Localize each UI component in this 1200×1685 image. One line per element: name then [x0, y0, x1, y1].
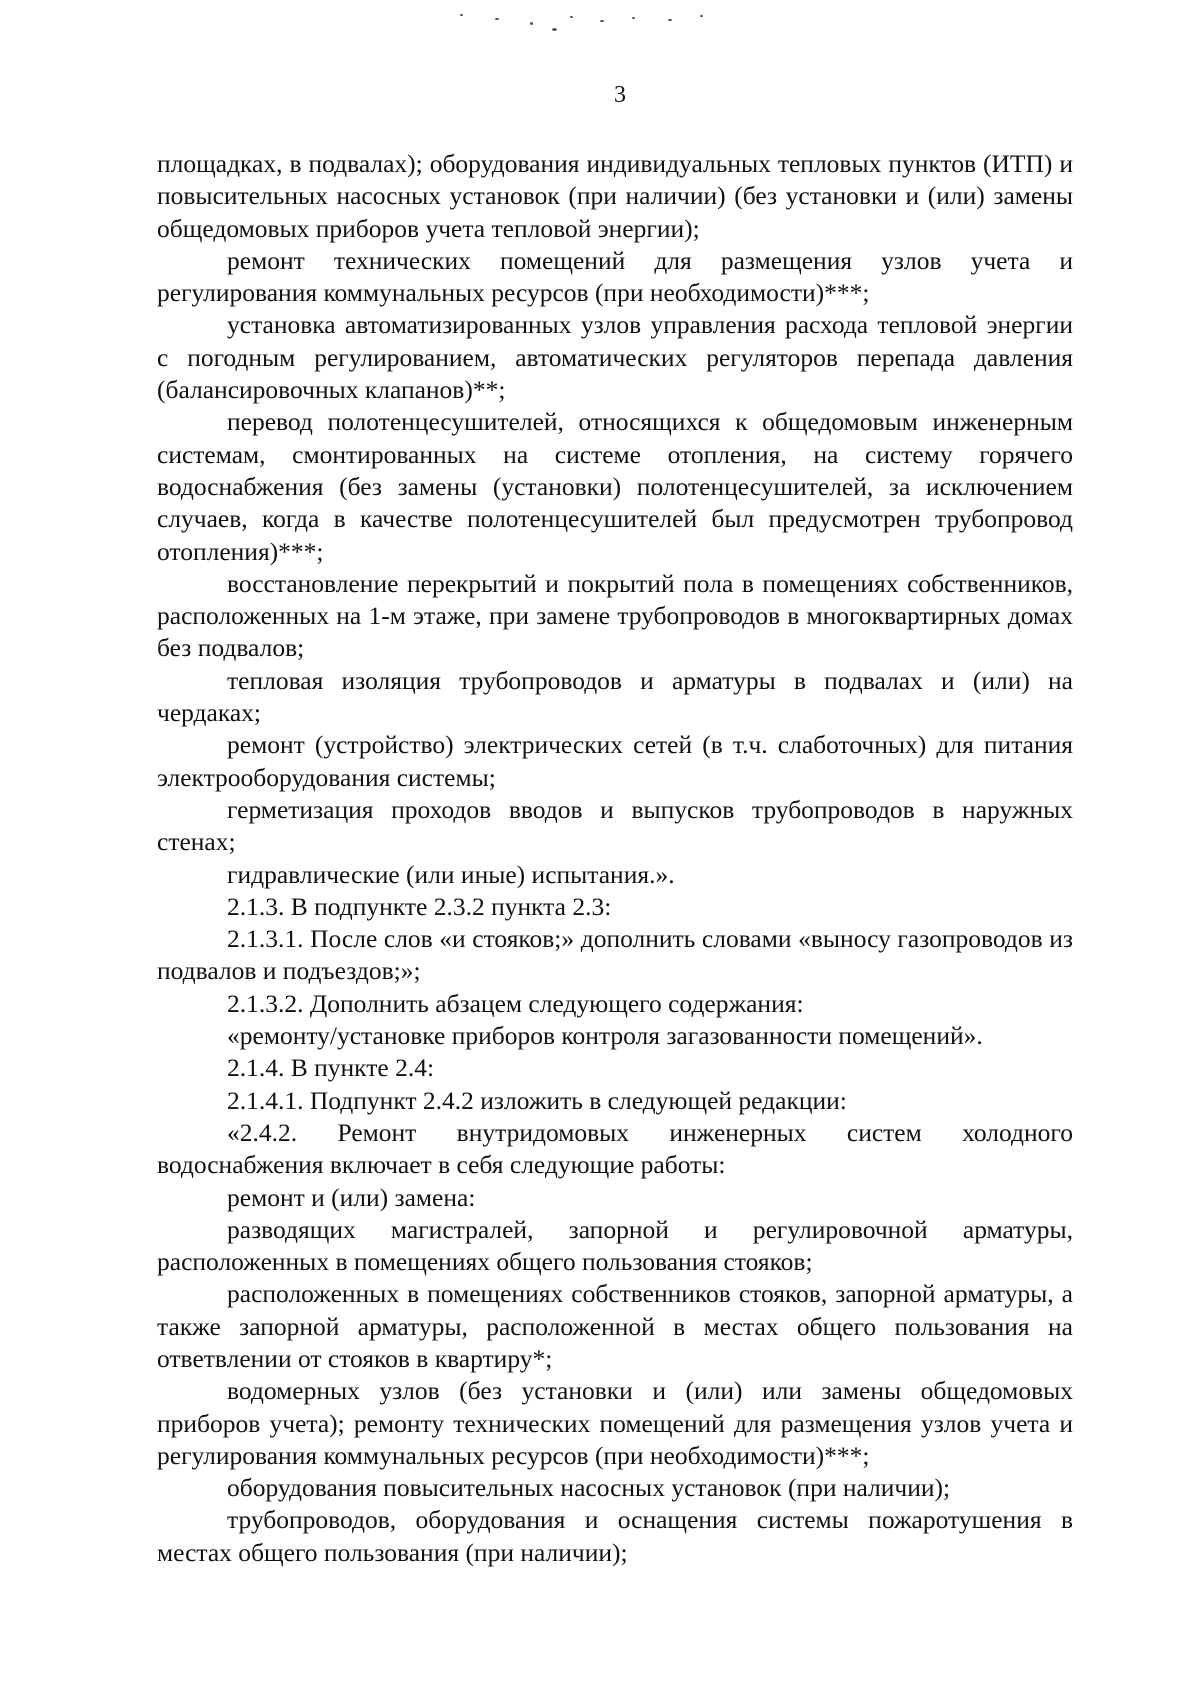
paragraph: герметизация проходов вводов и выпусков трубопроводов в наружных стенах; [157, 794, 1073, 857]
paragraph: оборудования повысительных насосных установок (при наличии); [227, 1473, 951, 1503]
paragraph: гидравлические (или иные) испытания.». [227, 859, 675, 889]
paragraph: восстановление перекрытий и покрытий пола в помещениях собственников, расположенных на 1-м этаже, при замене трубопроводов в многоквартирных домах без подвалов; [157, 568, 1073, 663]
paragraph: 2.1.3.1. После слов «и стояков;» дополнить словами «выносу газопроводов из подвалов и подъездов;»; [157, 924, 1073, 986]
paragraph: ремонт (устройство) электрических сетей (в т.ч. слаботочных) для питания электрооборудования системы; [157, 730, 1073, 792]
paragraph: тепловая изоляция трубопроводов и арматуры в подвалах и (или) на чердаках; [157, 665, 1073, 728]
paragraph: ремонт технических помещений для размещения узлов учета и регулирования коммунальных ресурсов (при необходимости)***; [157, 245, 1073, 308]
paragraph: «2.4.2. Ремонт внутридомовых инженерных систем холодного водоснабжения включает в себя следующие работы: [157, 1117, 1073, 1180]
page-number: 3 [614, 82, 626, 108]
paragraph: установка автоматизированных узлов управления расхода тепловой энергии с погодным регулированием, автоматических регуляторов перепада давления (балансировочных клапанов)**; [157, 310, 1073, 405]
paragraph: разводящих магистралей, запорной и регулировочной арматуры, расположенных в помещениях общего пользования стояков; [157, 1214, 1073, 1277]
paragraph: площадках, в подвалах); оборудования индивидуальных тепловых пунктов (ИТП) и повысительных насосных установок (при наличии) (без установки и (или) замены общедомовых приборов учета тепловой энергии); [157, 149, 1073, 243]
paragraph: 2.1.3.2. Дополнить абзацем следующего содержания: [227, 988, 804, 1018]
paragraph: «ремонту/установке приборов контроля загазованности помещений». [227, 1021, 983, 1051]
paragraph: перевод полотенцесушителей, относящихся к общедомовым инженерным системам, смонтированных на системе отопления, на систему горячего водоснабжения (без замены (установки) полотенцесушителей, за исключением случаев, когда в качестве полотенцесушителей был предусмотрен трубопровод отопления)***; [157, 407, 1073, 566]
paragraph: расположенных в помещениях собственников стояков, запорной арматуры, а также запорной арматуры, расположенной в местах общего пользования на ответвлении от стояков в квартиру*; [157, 1279, 1073, 1373]
paragraph: трубопроводов, оборудования и оснащения системы пожаротушения в местах общего пользования (при наличии); [157, 1505, 1073, 1567]
paragraph: водомерных узлов (без установки и (или) или замены общедомовых приборов учета); ремонту технических помещений для размещения узлов учета и регулирования коммунальных ресурсов (при необходимости)***; [157, 1376, 1073, 1470]
paragraph: 2.1.4. В пункте 2.4: [227, 1053, 435, 1083]
scan-artifact [400, 8, 820, 38]
document-body [157, 148, 1073, 1569]
paragraph: 2.1.4.1. Подпункт 2.4.2 изложить в следующей редакции: [227, 1085, 847, 1115]
paragraph: 2.1.3. В подпункте 2.3.2 пункта 2.3: [227, 891, 612, 921]
paragraph: ремонт и (или) замена: [227, 1182, 476, 1212]
